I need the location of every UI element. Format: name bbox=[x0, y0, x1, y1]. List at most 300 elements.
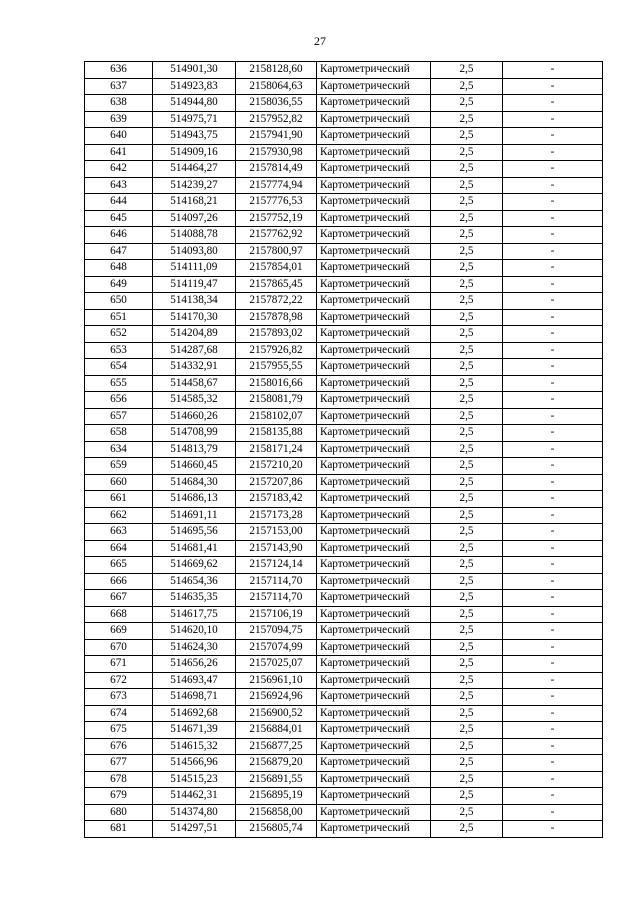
x-coordinate-cell: 514239,27 bbox=[153, 177, 236, 194]
table-row bbox=[85, 491, 603, 508]
method-cell: Картометрический bbox=[317, 408, 431, 425]
description-cell: - bbox=[503, 243, 603, 260]
accuracy-cell: 2,5 bbox=[431, 276, 503, 293]
x-coordinate-cell: 514695,56 bbox=[153, 524, 236, 541]
coordinates-table bbox=[84, 61, 603, 838]
description-cell: - bbox=[503, 161, 603, 178]
point-number-cell: 670 bbox=[85, 639, 153, 656]
x-coordinate-cell: 514669,62 bbox=[153, 557, 236, 574]
description-cell: - bbox=[503, 144, 603, 161]
y-coordinate-cell: 2156924,96 bbox=[236, 689, 317, 706]
point-number-cell: 659 bbox=[85, 458, 153, 475]
y-coordinate-cell: 2157173,28 bbox=[236, 507, 317, 524]
accuracy-cell: 2,5 bbox=[431, 392, 503, 409]
method-cell: Картометрический bbox=[317, 755, 431, 772]
y-coordinate-cell: 2157114,70 bbox=[236, 590, 317, 607]
point-number-cell: 677 bbox=[85, 755, 153, 772]
method-cell: Картометрический bbox=[317, 672, 431, 689]
x-coordinate-cell: 514566,96 bbox=[153, 755, 236, 772]
description-cell: - bbox=[503, 458, 603, 475]
table-row bbox=[85, 144, 603, 161]
description-cell: - bbox=[503, 78, 603, 95]
accuracy-cell: 2,5 bbox=[431, 260, 503, 277]
y-coordinate-cell: 2156879,20 bbox=[236, 755, 317, 772]
accuracy-cell: 2,5 bbox=[431, 639, 503, 656]
point-number-cell: 673 bbox=[85, 689, 153, 706]
description-cell: - bbox=[503, 227, 603, 244]
description-cell: - bbox=[503, 755, 603, 772]
description-cell: - bbox=[503, 738, 603, 755]
table-row bbox=[85, 309, 603, 326]
accuracy-cell: 2,5 bbox=[431, 342, 503, 359]
x-coordinate-cell: 514374,80 bbox=[153, 804, 236, 821]
method-cell: Картометрический bbox=[317, 359, 431, 376]
accuracy-cell: 2,5 bbox=[431, 623, 503, 640]
page-number: 27 bbox=[314, 34, 326, 48]
table-row bbox=[85, 425, 603, 442]
description-cell: - bbox=[503, 194, 603, 211]
point-number-cell: 660 bbox=[85, 474, 153, 491]
y-coordinate-cell: 2157114,70 bbox=[236, 573, 317, 590]
method-cell: Картометрический bbox=[317, 392, 431, 409]
description-cell: - bbox=[503, 210, 603, 227]
description-cell: - bbox=[503, 375, 603, 392]
description-cell: - bbox=[503, 111, 603, 128]
point-number-cell: 645 bbox=[85, 210, 153, 227]
point-number-cell: 668 bbox=[85, 606, 153, 623]
accuracy-cell: 2,5 bbox=[431, 408, 503, 425]
x-coordinate-cell: 514708,99 bbox=[153, 425, 236, 442]
method-cell: Картометрический bbox=[317, 111, 431, 128]
accuracy-cell: 2,5 bbox=[431, 194, 503, 211]
description-cell: - bbox=[503, 260, 603, 277]
x-coordinate-cell: 514656,26 bbox=[153, 656, 236, 673]
point-number-cell: 676 bbox=[85, 738, 153, 755]
description-cell: - bbox=[503, 722, 603, 739]
x-coordinate-cell: 514585,32 bbox=[153, 392, 236, 409]
y-coordinate-cell: 2157153,00 bbox=[236, 524, 317, 541]
method-cell: Картометрический bbox=[317, 375, 431, 392]
table-row bbox=[85, 722, 603, 739]
description-cell: - bbox=[503, 606, 603, 623]
method-cell: Картометрический bbox=[317, 557, 431, 574]
method-cell: Картометрический bbox=[317, 260, 431, 277]
accuracy-cell: 2,5 bbox=[431, 689, 503, 706]
point-number-cell: 675 bbox=[85, 722, 153, 739]
description-cell: - bbox=[503, 705, 603, 722]
method-cell: Картометрический bbox=[317, 606, 431, 623]
point-number-cell: 653 bbox=[85, 342, 153, 359]
method-cell: Картометрический bbox=[317, 128, 431, 145]
x-coordinate-cell: 514620,10 bbox=[153, 623, 236, 640]
x-coordinate-cell: 514923,83 bbox=[153, 78, 236, 95]
point-number-cell: 680 bbox=[85, 804, 153, 821]
point-number-cell: 662 bbox=[85, 507, 153, 524]
y-coordinate-cell: 2157074,99 bbox=[236, 639, 317, 656]
accuracy-cell: 2,5 bbox=[431, 524, 503, 541]
point-number-cell: 651 bbox=[85, 309, 153, 326]
y-coordinate-cell: 2157878,98 bbox=[236, 309, 317, 326]
description-cell: - bbox=[503, 359, 603, 376]
point-number-cell: 643 bbox=[85, 177, 153, 194]
description-cell: - bbox=[503, 309, 603, 326]
table-row bbox=[85, 540, 603, 557]
method-cell: Картометрический bbox=[317, 95, 431, 112]
table-row bbox=[85, 243, 603, 260]
point-number-cell: 648 bbox=[85, 260, 153, 277]
table-row bbox=[85, 557, 603, 574]
x-coordinate-cell: 514901,30 bbox=[153, 62, 236, 79]
x-coordinate-cell: 514660,26 bbox=[153, 408, 236, 425]
point-number-cell: 649 bbox=[85, 276, 153, 293]
method-cell: Картометрический bbox=[317, 177, 431, 194]
x-coordinate-cell: 514093,80 bbox=[153, 243, 236, 260]
description-cell: - bbox=[503, 128, 603, 145]
y-coordinate-cell: 2156877,25 bbox=[236, 738, 317, 755]
accuracy-cell: 2,5 bbox=[431, 78, 503, 95]
method-cell: Картометрический bbox=[317, 540, 431, 557]
y-coordinate-cell: 2158135,88 bbox=[236, 425, 317, 442]
accuracy-cell: 2,5 bbox=[431, 788, 503, 805]
y-coordinate-cell: 2157025,07 bbox=[236, 656, 317, 673]
description-cell: - bbox=[503, 672, 603, 689]
description-cell: - bbox=[503, 425, 603, 442]
table-row bbox=[85, 342, 603, 359]
table-row bbox=[85, 623, 603, 640]
point-number-cell: 664 bbox=[85, 540, 153, 557]
description-cell: - bbox=[503, 62, 603, 79]
x-coordinate-cell: 514170,30 bbox=[153, 309, 236, 326]
y-coordinate-cell: 2157774,94 bbox=[236, 177, 317, 194]
point-number-cell: 674 bbox=[85, 705, 153, 722]
table-row bbox=[85, 62, 603, 79]
x-coordinate-cell: 514097,26 bbox=[153, 210, 236, 227]
accuracy-cell: 2,5 bbox=[431, 210, 503, 227]
method-cell: Картометрический bbox=[317, 491, 431, 508]
point-number-cell: 634 bbox=[85, 441, 153, 458]
x-coordinate-cell: 514617,75 bbox=[153, 606, 236, 623]
y-coordinate-cell: 2158128,60 bbox=[236, 62, 317, 79]
x-coordinate-cell: 514111,09 bbox=[153, 260, 236, 277]
description-cell: - bbox=[503, 342, 603, 359]
description-cell: - bbox=[503, 639, 603, 656]
accuracy-cell: 2,5 bbox=[431, 540, 503, 557]
description-cell: - bbox=[503, 95, 603, 112]
accuracy-cell: 2,5 bbox=[431, 95, 503, 112]
point-number-cell: 641 bbox=[85, 144, 153, 161]
point-number-cell: 665 bbox=[85, 557, 153, 574]
x-coordinate-cell: 514138,34 bbox=[153, 293, 236, 310]
description-cell: - bbox=[503, 771, 603, 788]
y-coordinate-cell: 2158171,24 bbox=[236, 441, 317, 458]
x-coordinate-cell: 514681,41 bbox=[153, 540, 236, 557]
y-coordinate-cell: 2157941,90 bbox=[236, 128, 317, 145]
y-coordinate-cell: 2158102,07 bbox=[236, 408, 317, 425]
method-cell: Картометрический bbox=[317, 293, 431, 310]
point-number-cell: 679 bbox=[85, 788, 153, 805]
y-coordinate-cell: 2157872,22 bbox=[236, 293, 317, 310]
table-row bbox=[85, 359, 603, 376]
description-cell: - bbox=[503, 656, 603, 673]
x-coordinate-cell: 514624,30 bbox=[153, 639, 236, 656]
description-cell: - bbox=[503, 590, 603, 607]
point-number-cell: 671 bbox=[85, 656, 153, 673]
point-number-cell: 658 bbox=[85, 425, 153, 442]
y-coordinate-cell: 2158036,55 bbox=[236, 95, 317, 112]
method-cell: Картометрический bbox=[317, 821, 431, 838]
accuracy-cell: 2,5 bbox=[431, 573, 503, 590]
point-number-cell: 638 bbox=[85, 95, 153, 112]
method-cell: Картометрический bbox=[317, 276, 431, 293]
y-coordinate-cell: 2157124,14 bbox=[236, 557, 317, 574]
method-cell: Картометрический bbox=[317, 326, 431, 343]
point-number-cell: 667 bbox=[85, 590, 153, 607]
method-cell: Картометрический bbox=[317, 210, 431, 227]
x-coordinate-cell: 514813,79 bbox=[153, 441, 236, 458]
table-row bbox=[85, 573, 603, 590]
y-coordinate-cell: 2157106,19 bbox=[236, 606, 317, 623]
description-cell: - bbox=[503, 392, 603, 409]
table-row bbox=[85, 821, 603, 838]
y-coordinate-cell: 2156900,52 bbox=[236, 705, 317, 722]
method-cell: Картометрический bbox=[317, 144, 431, 161]
table-row bbox=[85, 95, 603, 112]
method-cell: Картометрический bbox=[317, 227, 431, 244]
point-number-cell: 681 bbox=[85, 821, 153, 838]
method-cell: Картометрический bbox=[317, 342, 431, 359]
y-coordinate-cell: 2156805,74 bbox=[236, 821, 317, 838]
y-coordinate-cell: 2157752,19 bbox=[236, 210, 317, 227]
table-row bbox=[85, 656, 603, 673]
table-row bbox=[85, 293, 603, 310]
description-cell: - bbox=[503, 491, 603, 508]
y-coordinate-cell: 2157814,49 bbox=[236, 161, 317, 178]
x-coordinate-cell: 514332,91 bbox=[153, 359, 236, 376]
x-coordinate-cell: 514464,27 bbox=[153, 161, 236, 178]
accuracy-cell: 2,5 bbox=[431, 375, 503, 392]
table-row bbox=[85, 474, 603, 491]
accuracy-cell: 2,5 bbox=[431, 656, 503, 673]
x-coordinate-cell: 514691,11 bbox=[153, 507, 236, 524]
accuracy-cell: 2,5 bbox=[431, 144, 503, 161]
table-row bbox=[85, 672, 603, 689]
table-row bbox=[85, 392, 603, 409]
method-cell: Картометрический bbox=[317, 722, 431, 739]
point-number-cell: 644 bbox=[85, 194, 153, 211]
table-row bbox=[85, 441, 603, 458]
accuracy-cell: 2,5 bbox=[431, 821, 503, 838]
description-cell: - bbox=[503, 524, 603, 541]
point-number-cell: 678 bbox=[85, 771, 153, 788]
y-coordinate-cell: 2158064,63 bbox=[236, 78, 317, 95]
x-coordinate-cell: 514088,78 bbox=[153, 227, 236, 244]
accuracy-cell: 2,5 bbox=[431, 458, 503, 475]
table-row bbox=[85, 408, 603, 425]
accuracy-cell: 2,5 bbox=[431, 606, 503, 623]
x-coordinate-cell: 514975,71 bbox=[153, 111, 236, 128]
accuracy-cell: 2,5 bbox=[431, 672, 503, 689]
method-cell: Картометрический bbox=[317, 573, 431, 590]
accuracy-cell: 2,5 bbox=[431, 804, 503, 821]
x-coordinate-cell: 514515,23 bbox=[153, 771, 236, 788]
y-coordinate-cell: 2158081,79 bbox=[236, 392, 317, 409]
y-coordinate-cell: 2156858,00 bbox=[236, 804, 317, 821]
table-row bbox=[85, 524, 603, 541]
y-coordinate-cell: 2157207,86 bbox=[236, 474, 317, 491]
accuracy-cell: 2,5 bbox=[431, 755, 503, 772]
y-coordinate-cell: 2157762,92 bbox=[236, 227, 317, 244]
y-coordinate-cell: 2158016,66 bbox=[236, 375, 317, 392]
x-coordinate-cell: 514692,68 bbox=[153, 705, 236, 722]
accuracy-cell: 2,5 bbox=[431, 738, 503, 755]
x-coordinate-cell: 514615,32 bbox=[153, 738, 236, 755]
x-coordinate-cell: 514943,75 bbox=[153, 128, 236, 145]
x-coordinate-cell: 514684,30 bbox=[153, 474, 236, 491]
method-cell: Картометрический bbox=[317, 804, 431, 821]
method-cell: Картометрический bbox=[317, 309, 431, 326]
accuracy-cell: 2,5 bbox=[431, 441, 503, 458]
x-coordinate-cell: 514671,39 bbox=[153, 722, 236, 739]
y-coordinate-cell: 2157893,02 bbox=[236, 326, 317, 343]
point-number-cell: 647 bbox=[85, 243, 153, 260]
accuracy-cell: 2,5 bbox=[431, 507, 503, 524]
x-coordinate-cell: 514660,45 bbox=[153, 458, 236, 475]
x-coordinate-cell: 514686,13 bbox=[153, 491, 236, 508]
description-cell: - bbox=[503, 507, 603, 524]
y-coordinate-cell: 2156961,10 bbox=[236, 672, 317, 689]
table-row bbox=[85, 111, 603, 128]
y-coordinate-cell: 2157865,45 bbox=[236, 276, 317, 293]
point-number-cell: 654 bbox=[85, 359, 153, 376]
point-number-cell: 650 bbox=[85, 293, 153, 310]
accuracy-cell: 2,5 bbox=[431, 161, 503, 178]
method-cell: Картометрический bbox=[317, 458, 431, 475]
table-row bbox=[85, 276, 603, 293]
method-cell: Картометрический bbox=[317, 788, 431, 805]
table-row bbox=[85, 606, 603, 623]
description-cell: - bbox=[503, 821, 603, 838]
method-cell: Картометрический bbox=[317, 441, 431, 458]
y-coordinate-cell: 2157143,90 bbox=[236, 540, 317, 557]
y-coordinate-cell: 2157776,53 bbox=[236, 194, 317, 211]
x-coordinate-cell: 514168,21 bbox=[153, 194, 236, 211]
description-cell: - bbox=[503, 623, 603, 640]
y-coordinate-cell: 2157800,97 bbox=[236, 243, 317, 260]
accuracy-cell: 2,5 bbox=[431, 359, 503, 376]
point-number-cell: 646 bbox=[85, 227, 153, 244]
y-coordinate-cell: 2156884,01 bbox=[236, 722, 317, 739]
method-cell: Картометрический bbox=[317, 243, 431, 260]
accuracy-cell: 2,5 bbox=[431, 771, 503, 788]
x-coordinate-cell: 514462,31 bbox=[153, 788, 236, 805]
accuracy-cell: 2,5 bbox=[431, 491, 503, 508]
description-cell: - bbox=[503, 326, 603, 343]
table-row bbox=[85, 210, 603, 227]
table-row bbox=[85, 771, 603, 788]
table-row bbox=[85, 590, 603, 607]
table-row bbox=[85, 78, 603, 95]
point-number-cell: 639 bbox=[85, 111, 153, 128]
table-row bbox=[85, 738, 603, 755]
table-row bbox=[85, 194, 603, 211]
accuracy-cell: 2,5 bbox=[431, 590, 503, 607]
accuracy-cell: 2,5 bbox=[431, 62, 503, 79]
method-cell: Картометрический bbox=[317, 705, 431, 722]
method-cell: Картометрический bbox=[317, 590, 431, 607]
table-row bbox=[85, 689, 603, 706]
description-cell: - bbox=[503, 177, 603, 194]
accuracy-cell: 2,5 bbox=[431, 309, 503, 326]
x-coordinate-cell: 514297,51 bbox=[153, 821, 236, 838]
method-cell: Картометрический bbox=[317, 425, 431, 442]
y-coordinate-cell: 2157926,82 bbox=[236, 342, 317, 359]
table-row bbox=[85, 260, 603, 277]
accuracy-cell: 2,5 bbox=[431, 557, 503, 574]
accuracy-cell: 2,5 bbox=[431, 128, 503, 145]
method-cell: Картометрический bbox=[317, 507, 431, 524]
x-coordinate-cell: 514635,35 bbox=[153, 590, 236, 607]
point-number-cell: 672 bbox=[85, 672, 153, 689]
point-number-cell: 669 bbox=[85, 623, 153, 640]
method-cell: Картометрический bbox=[317, 62, 431, 79]
x-coordinate-cell: 514458,67 bbox=[153, 375, 236, 392]
x-coordinate-cell: 514204,89 bbox=[153, 326, 236, 343]
x-coordinate-cell: 514119,47 bbox=[153, 276, 236, 293]
x-coordinate-cell: 514693,47 bbox=[153, 672, 236, 689]
description-cell: - bbox=[503, 788, 603, 805]
accuracy-cell: 2,5 bbox=[431, 474, 503, 491]
method-cell: Картометрический bbox=[317, 524, 431, 541]
table-row bbox=[85, 788, 603, 805]
method-cell: Картометрический bbox=[317, 194, 431, 211]
point-number-cell: 655 bbox=[85, 375, 153, 392]
method-cell: Картометрический bbox=[317, 623, 431, 640]
description-cell: - bbox=[503, 441, 603, 458]
point-number-cell: 656 bbox=[85, 392, 153, 409]
table-row bbox=[85, 705, 603, 722]
description-cell: - bbox=[503, 804, 603, 821]
description-cell: - bbox=[503, 540, 603, 557]
description-cell: - bbox=[503, 293, 603, 310]
accuracy-cell: 2,5 bbox=[431, 326, 503, 343]
accuracy-cell: 2,5 bbox=[431, 705, 503, 722]
y-coordinate-cell: 2157854,01 bbox=[236, 260, 317, 277]
point-number-cell: 642 bbox=[85, 161, 153, 178]
point-number-cell: 640 bbox=[85, 128, 153, 145]
accuracy-cell: 2,5 bbox=[431, 243, 503, 260]
y-coordinate-cell: 2157952,82 bbox=[236, 111, 317, 128]
x-coordinate-cell: 514944,80 bbox=[153, 95, 236, 112]
accuracy-cell: 2,5 bbox=[431, 425, 503, 442]
method-cell: Картометрический bbox=[317, 656, 431, 673]
description-cell: - bbox=[503, 573, 603, 590]
method-cell: Картометрический bbox=[317, 771, 431, 788]
x-coordinate-cell: 514287,68 bbox=[153, 342, 236, 359]
x-coordinate-cell: 514654,36 bbox=[153, 573, 236, 590]
description-cell: - bbox=[503, 557, 603, 574]
method-cell: Картометрический bbox=[317, 474, 431, 491]
description-cell: - bbox=[503, 408, 603, 425]
description-cell: - bbox=[503, 276, 603, 293]
y-coordinate-cell: 2157183,42 bbox=[236, 491, 317, 508]
method-cell: Картометрический bbox=[317, 161, 431, 178]
method-cell: Картометрический bbox=[317, 738, 431, 755]
accuracy-cell: 2,5 bbox=[431, 227, 503, 244]
description-cell: - bbox=[503, 689, 603, 706]
point-number-cell: 666 bbox=[85, 573, 153, 590]
y-coordinate-cell: 2156895,19 bbox=[236, 788, 317, 805]
y-coordinate-cell: 2157955,55 bbox=[236, 359, 317, 376]
